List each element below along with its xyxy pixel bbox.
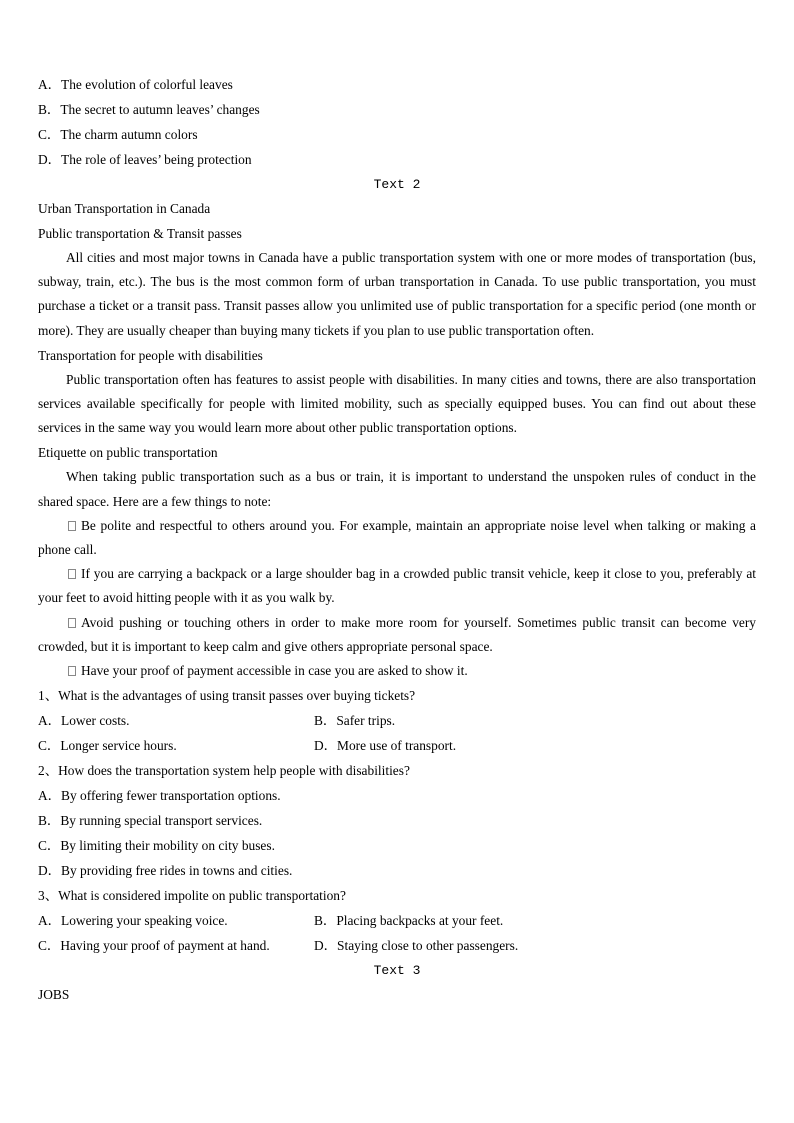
bullet-box-icon — [68, 666, 76, 676]
q3-option-c: C．Having your proof of payment at hand. — [38, 938, 270, 954]
bullet-text: If you are carrying a backpack or a large shoulder bag in a crowded public transit vehicle, keep it close to you, preferably at your feet to avoid hitting people with it as you walk by. — [38, 566, 756, 606]
q3-option-b: B．Placing backpacks at your feet. — [314, 913, 504, 929]
bullet-item — [38, 514, 756, 562]
bullet-text: Have your proof of payment accessible in case you are asked to show it. — [81, 663, 468, 679]
prev-option-a: A．The evolution of colorful leaves — [38, 77, 233, 92]
question-1-stem: 1、What is the advantages of using transit passes over buying tickets? — [38, 688, 416, 704]
question-3-options-row — [38, 908, 756, 933]
question-3-options-row — [38, 933, 756, 958]
prev-option-b: B．The secret to autumn leaves’ changes — [38, 102, 260, 117]
text3-heading: Text 3 — [373, 963, 421, 979]
prev-option-c: C．The charm autumn colors — [38, 127, 198, 142]
q2-option-d: D．By providing free rides in towns and cities. — [38, 863, 293, 879]
q2-option-b: B．By running special transport services. — [38, 813, 263, 829]
document-page — [38, 72, 756, 1007]
question-2-stem: 2、How does the transportation system help people with disabilities? — [38, 763, 410, 779]
section2-title: Transportation for people with disabilities — [38, 347, 263, 363]
text2-heading: Text 2 — [373, 177, 421, 192]
section2-body: Public transportation often has features to assist people with disabilities. In many cities and towns, there are also transportation services available specifically for people with limited mobility, such as specially equipped buses. You can find out about these services in the same way you would learn more about other public transportation options. — [38, 371, 756, 436]
bullet-text: Avoid pushing or touching others in order to make more room for yourself. Sometimes public transit can become very crowded, but it is important to keep calm and give others appropriate personal space. — [38, 614, 756, 654]
q1-option-c: C．Longer service hours. — [38, 738, 177, 754]
text3-title: JOBS — [38, 987, 70, 1003]
q2-option-c: C．By limiting their mobility on city buses. — [38, 838, 275, 854]
question-1-options-row — [38, 733, 756, 758]
q3-option-d: D．Staying close to other passengers. — [314, 938, 519, 954]
section1-title: Public transportation & Transit passes — [38, 226, 242, 241]
text2-title: Urban Transportation in Canada — [38, 201, 211, 216]
section3-title: Etiquette on public transportation — [38, 445, 218, 461]
q1-option-d: D．More use of transport. — [314, 738, 457, 754]
question-3-stem: 3、What is considered impolite on public transportation? — [38, 888, 346, 904]
q2-option-a: A．By offering fewer transportation options. — [38, 788, 281, 804]
bullet-item — [38, 659, 756, 683]
bullet-item — [38, 611, 756, 659]
question-1-options-row — [38, 708, 756, 733]
q1-option-a: A．Lower costs. — [38, 713, 130, 729]
q3-option-a: A．Lowering your speaking voice. — [38, 913, 228, 929]
section1-body: All cities and most major towns in Canada have a public transportation system with one or more modes of transportation (bus, subway, train, etc.). The bus is the most common form of urban transportation in Canada. To use public transportation, you must purchase a ticket or a transit pass. Transit passes allow you unlimited use of public transportation for a specific period (one month or more). They are usually cheaper than buying many tickets if you plan to use public transportation often. — [38, 250, 756, 338]
q1-option-b: B．Safer trips. — [314, 713, 396, 729]
bullet-text: Be polite and respectful to others around you. For example, maintain an appropriate noise level when talking or making a phone call. — [38, 517, 756, 558]
prev-option-d: D．The role of leaves’ being protection — [38, 152, 252, 167]
bullet-box-icon — [68, 618, 76, 628]
bullet-item — [38, 562, 756, 610]
section3-body: When taking public transportation such as a bus or train, it is important to understand the unspoken rules of conduct in the shared space. Here are a few things to note: — [38, 469, 756, 509]
bullet-box-icon — [68, 521, 76, 531]
bullet-box-icon — [68, 569, 76, 579]
